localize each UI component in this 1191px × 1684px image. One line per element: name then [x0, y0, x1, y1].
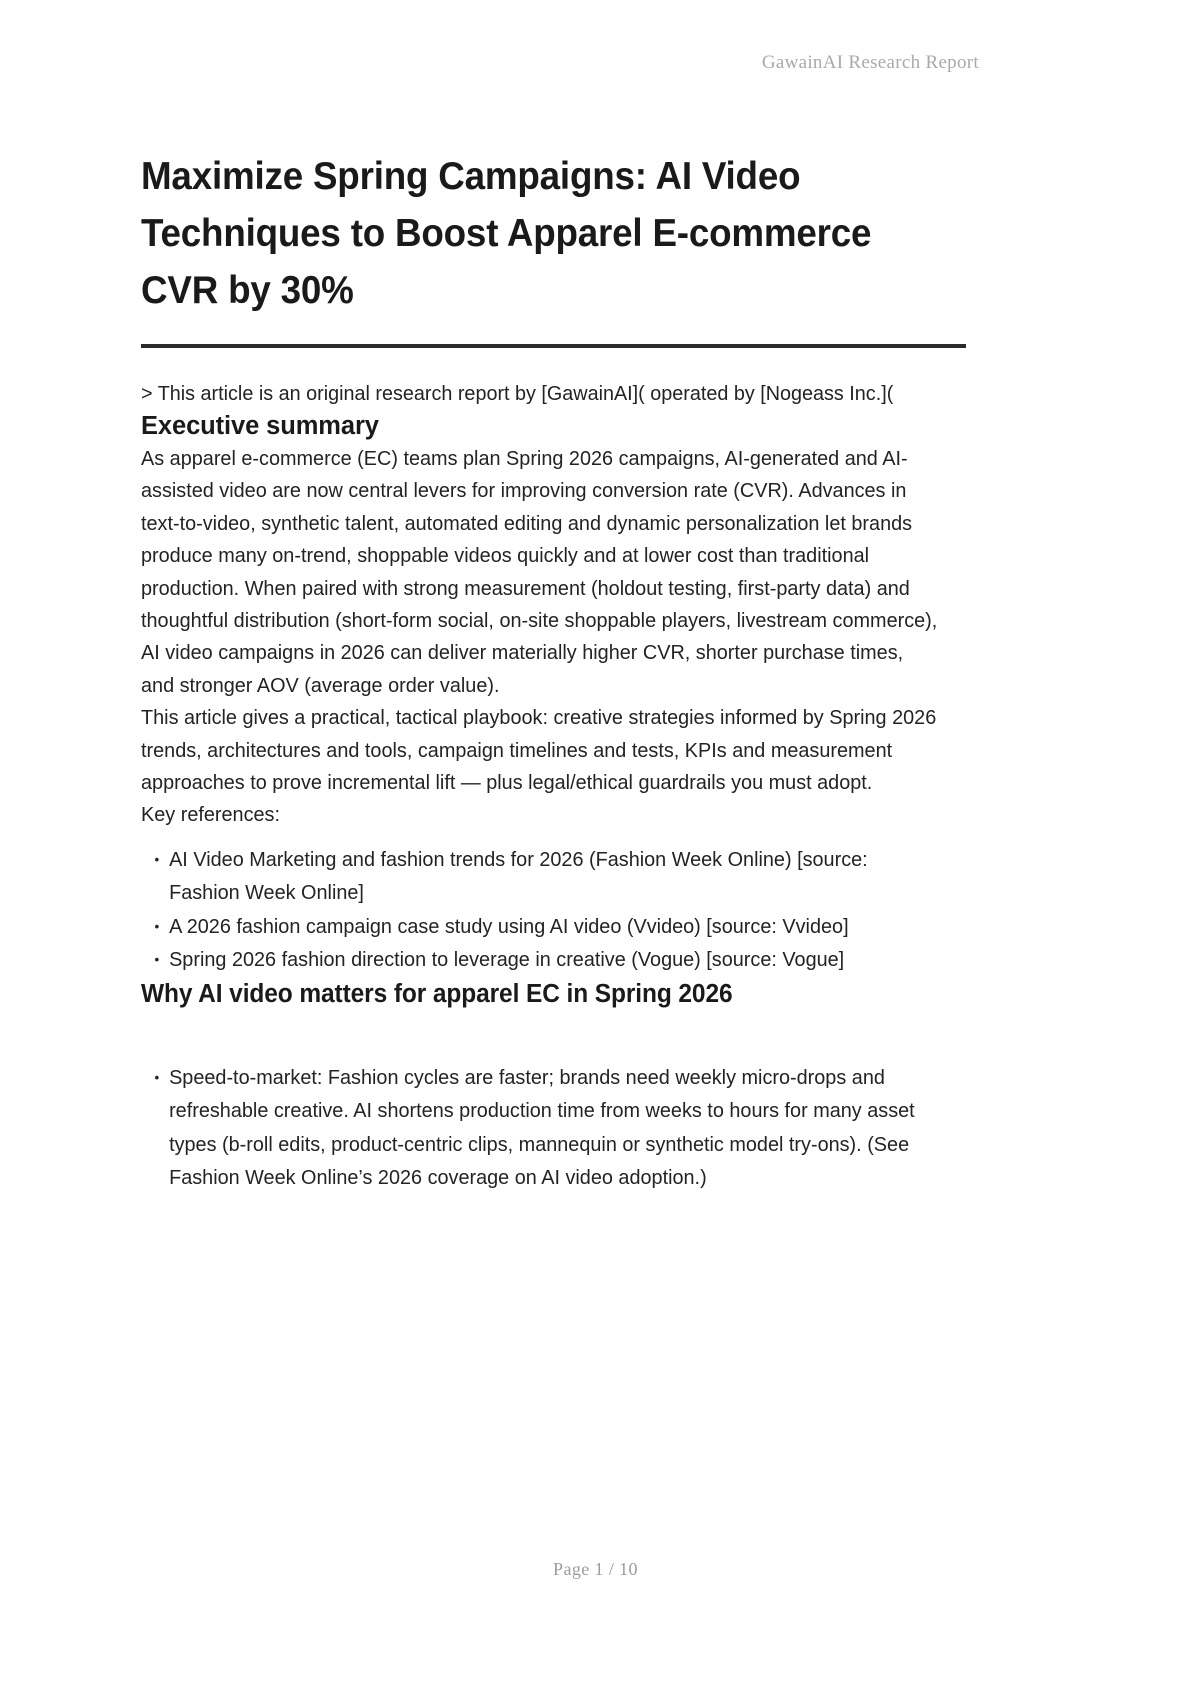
- executive-summary-paragraph-1: As apparel e-commerce (EC) teams plan Spring 2026 campaigns, AI-generated and AI-assisted video are now central levers for improving conversion rate (CVR). Advances in text-to-video, synthetic talent, automated editing and dynamic personalization let brands produce many on-trend, shoppable videos quickly and at lower cost than traditional production. When paired with strong measurement (holdout testing, first-party data) and thoughtful distribution (short-form social, on-site shoppable players, livestream commerce), AI video campaigns in 2026 can deliver materially higher CVR, shorter purchase times, and stronger AOV (average order value).: [141, 447, 938, 697]
- bullet-icon: •: [154, 917, 160, 934]
- why-ai-video-list: [141, 1061, 966, 1195]
- list-item: [141, 1061, 940, 1195]
- list-item: [141, 843, 940, 910]
- section-heading-executive-summary: Executive summary: [141, 412, 379, 440]
- list-item-text: AI Video Marketing and fashion trends for 2026 (Fashion Week Online) [source: Fashion Week Online]: [169, 847, 868, 905]
- list-item: [141, 910, 940, 944]
- list-item-text: Speed-to-market: Fashion cycles are faster; brands need weekly micro-drops and refreshable creative. AI shortens production time from weeks to hours for many asset types (b-roll edits, product-centric clips, mannequin or synthetic model try-ons). (See Fashion Week Online’s 2026 coverage on AI video adoption.): [169, 1065, 915, 1190]
- bullet-icon: •: [154, 850, 160, 867]
- bullet-icon: •: [154, 951, 160, 968]
- document-content: [141, 148, 966, 1195]
- attribution-blockquote: > This article is an original research report by [GawainAI]( operated by [Nogeass Inc.](: [141, 382, 894, 405]
- executive-summary-paragraph-2: This article gives a practical, tactical playbook: creative strategies informed by Spring 2026 trends, architectures and tools, campaign timelines and tests, KPIs and measurement approaches to prove incremental lift — plus legal/ethical guardrails you must adopt.: [141, 706, 937, 795]
- list-item-text: A 2026 fashion campaign case study using AI video (Vvideo) [source: Vvideo]: [169, 914, 849, 938]
- title-divider: [141, 344, 966, 348]
- key-references-list: [141, 843, 966, 977]
- list-item: [141, 943, 940, 977]
- page-title: Maximize Spring Campaigns: AI Video Techniques to Boost Apparel E-commerce CVR by 30%: [141, 155, 872, 312]
- running-header-title: GawainAI Research Report: [761, 52, 979, 73]
- page-number-footer: Page 1 / 10: [553, 1559, 638, 1579]
- section-heading-why-ai-video-matters: Why AI video matters for apparel EC in Spring 2026: [141, 979, 733, 1008]
- key-references-label: Key references:: [141, 803, 280, 827]
- list-item-text: Spring 2026 fashion direction to leverage in creative (Vogue) [source: Vogue]: [169, 948, 845, 972]
- bullet-icon: •: [154, 1068, 160, 1085]
